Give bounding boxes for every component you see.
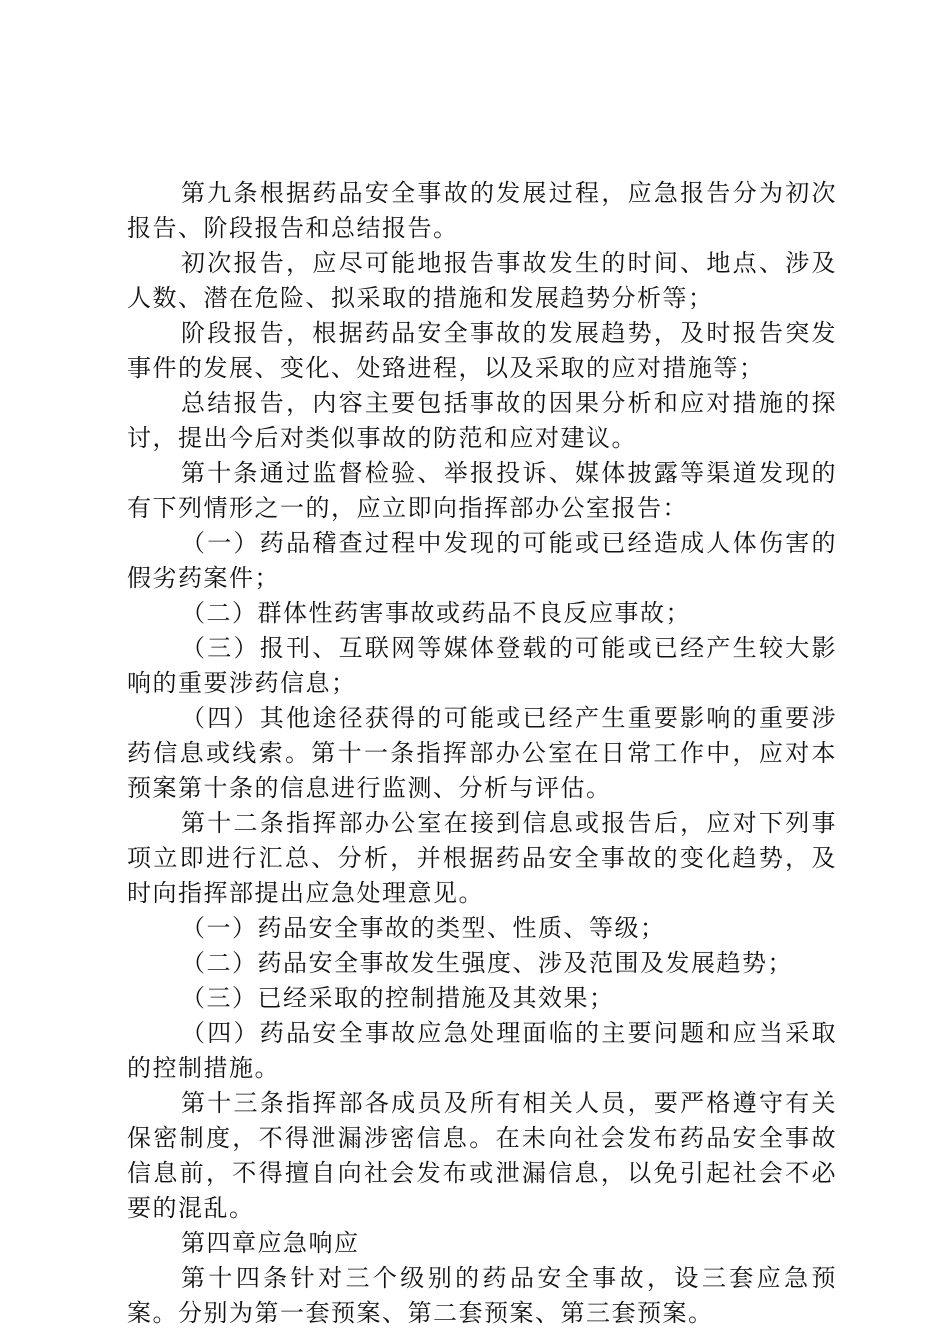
list-item: （四）药品安全事故应急处理面临的主要问题和应当采取的控制措施。: [127, 1019, 837, 1082]
paragraph-article-9: 第九条根据药品安全事故的发展过程，应急报告分为初次报告、阶段报告和总结报告。: [127, 179, 837, 242]
list-item: （一）药品安全事故的类型、性质、等级；: [181, 914, 666, 942]
paragraph-initial-report: 初次报告，应尽可能地报告事故发生的时间、地点、涉及人数、潜在危险、拟采取的措施和发展趋势分析等；: [127, 249, 837, 312]
document-body: [127, 176, 837, 1331]
paragraph-article-14: 第十四条针对三个级别的药品安全事故，设三套应急预案。分别为第一套预案、第二套预案、第三套预案。: [127, 1264, 837, 1327]
chapter-heading: 第四章应急响应: [181, 1229, 360, 1257]
list-item: （二）药品安全事故发生强度、涉及范围及发展趋势；: [181, 949, 793, 977]
paragraph-article-13: 第十三条指挥部各成员及所有相关人员，要严格遵守有关保密制度，不得泄漏涉密信息。在未向社会发布药品安全事故信息前，不得擅自向社会发布或泄漏信息，以免引起社会不必要的混乱。: [127, 1089, 837, 1222]
paragraph-stage-report: 阶段报告，根据药品安全事故的发展趋势，及时报告突发事件的发展、变化、处臵进程，以及采取的应对措施等；: [127, 319, 837, 382]
list-item: （三）报刊、互联网等媒体登载的可能或已经产生较大影响的重要涉药信息；: [127, 634, 837, 697]
list-item: （二）群体性药害事故或药品不良反应事故；: [181, 599, 691, 627]
paragraph-article-10: 第十条通过监督检验、举报投诉、媒体披露等渠道发现的有下列情形之一的，应立即向指挥部办公室报告：: [127, 459, 837, 522]
paragraph-summary-report: 总结报告，内容主要包括事故的因果分析和应对措施的探讨，提出今后对类似事故的防范和应对建议。: [127, 389, 837, 452]
list-item: （一）药品稽查过程中发现的可能或已经造成人体伤害的假劣药案件；: [127, 529, 837, 592]
list-item: （四）其他途径获得的可能或已经产生重要影响的重要涉药信息或线索。第十一条指挥部办公室在日常工作中，应对本预案第十条的信息进行监测、分析与评估。: [127, 704, 837, 802]
list-item: （三）已经采取的控制措施及其效果；: [181, 984, 615, 1012]
paragraph-article-12: 第十二条指挥部办公室在接到信息或报告后，应对下列事项立即进行汇总、分析，并根据药品安全事故的变化趋势，及时向指挥部提出应急处理意见。: [127, 809, 837, 907]
